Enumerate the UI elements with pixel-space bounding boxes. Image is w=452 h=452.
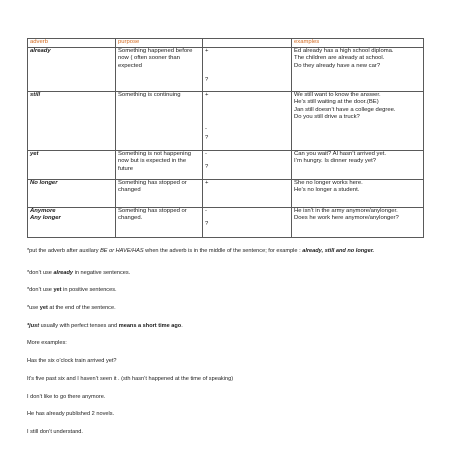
table-row xyxy=(28,150,424,179)
example-sentence: He isn’t in the army anymore/anylonger. xyxy=(294,207,398,214)
purpose-cell: Something has stopped or changed xyxy=(116,179,203,207)
example-sentence: He’s no longer a student. xyxy=(294,187,360,194)
sign-mark: - xyxy=(205,126,207,133)
header-adverb: adverb xyxy=(28,39,116,48)
adverb-cell: No longer xyxy=(28,179,116,207)
note-text: at the end of the sentence. xyxy=(47,305,116,311)
examples-cell xyxy=(292,179,424,207)
example-sentence: Can you wait? Al hasn’t arrived yet. xyxy=(294,150,387,157)
sign-mark: + xyxy=(205,91,209,98)
note-emphasis: already, still and no longer. xyxy=(302,248,375,254)
sign-mark: ? xyxy=(205,221,209,228)
sign-mark: + xyxy=(205,179,209,186)
note-text: usually with perfect tenses and xyxy=(39,323,119,329)
note-yet-positive xyxy=(27,287,117,294)
example-line: Has the six o’clock train arrived yet? xyxy=(27,358,117,364)
adverb-cell: already xyxy=(28,47,116,91)
header-purpose: purpose xyxy=(116,39,203,48)
examples-cell xyxy=(292,47,424,91)
sign-mark: + xyxy=(205,47,209,54)
note-emphasis: means a short time ago xyxy=(118,323,182,329)
note-emphasis: yet xyxy=(53,287,62,293)
adverb-table xyxy=(27,38,424,238)
adverb-cell xyxy=(28,207,116,237)
sign-mark: ? xyxy=(205,164,209,171)
example-sentence: Do you still drive a truck? xyxy=(294,114,360,121)
note-text: in negative sentences. xyxy=(73,270,131,276)
note-text: . xyxy=(181,323,183,329)
table-row xyxy=(28,179,424,207)
sign-cell xyxy=(203,47,292,91)
header-sign xyxy=(203,39,292,48)
purpose-cell: Something has stopped or changed. xyxy=(116,207,203,237)
example-sentence: Do they already have a new car? xyxy=(294,62,381,69)
note-emphasis: already xyxy=(53,270,74,276)
table-row xyxy=(28,47,424,91)
note-text: *don’t use xyxy=(27,287,54,293)
sign-mark: ? xyxy=(205,134,209,141)
sign-cell xyxy=(203,150,292,179)
adverb-cell: still xyxy=(28,91,116,150)
note-emphasis: yet xyxy=(39,305,48,311)
note-text: in positive sentences. xyxy=(61,287,117,293)
note-just xyxy=(27,323,183,330)
header-examples: examples xyxy=(292,39,424,48)
example-sentence: Ed already has a high school diploma. xyxy=(294,47,394,54)
example-sentence: We still want to know the answer. xyxy=(294,91,381,98)
note-emphasis: BE or HAVE/HAS xyxy=(100,248,144,254)
sign-cell xyxy=(203,179,292,207)
table-row xyxy=(28,207,424,237)
sign-mark: - xyxy=(205,207,207,214)
note-emphasis: *just xyxy=(27,323,40,329)
example-line: I still don’t understand. xyxy=(27,429,83,435)
more-examples-heading: More examples: xyxy=(27,340,67,346)
note-text: when the adverb is in the middle of the sentence; for example : xyxy=(143,248,303,254)
example-sentence: The children are already at school. xyxy=(294,55,385,62)
adverb-cell: yet xyxy=(28,150,116,179)
sign-cell xyxy=(203,207,292,237)
note-text: *use xyxy=(27,305,40,311)
sign-mark: ? xyxy=(205,77,209,84)
examples-cell xyxy=(292,207,424,237)
example-line: He has already published 2 novels. xyxy=(27,411,115,417)
adverb-anymore: Anymore xyxy=(30,207,56,214)
example-sentence: I’m hungry. Is dinner ready yet? xyxy=(294,158,377,165)
example-line: It’s five past six and I haven’t seen it . (sth hasn’t happened at the time of speaking) xyxy=(27,376,234,382)
example-sentence: Does he work here anymore/anylonger? xyxy=(294,215,399,222)
example-sentence: He’s still waiting at the door.(BE) xyxy=(294,99,379,106)
purpose-cell: Something happened before now ( often sooner than expected xyxy=(116,47,203,91)
note-text: *put the adverb after auxilary xyxy=(27,248,101,254)
note-auxiliary xyxy=(27,248,425,255)
table-header-row xyxy=(28,39,424,48)
note-text: *don’t use xyxy=(27,270,54,276)
example-line: I don’t like to go there anymore. xyxy=(27,394,106,400)
sign-cell xyxy=(203,91,292,150)
note-already xyxy=(27,270,130,277)
example-sentence: Jan still doesn’t have a college degree. xyxy=(294,106,396,113)
purpose-cell: Something is continuing xyxy=(116,91,203,150)
purpose-cell: Something is not happening now but is expected in the future xyxy=(116,150,203,179)
note-yet-end xyxy=(27,305,116,312)
sign-mark: - xyxy=(205,150,207,157)
adverb-any-longer: Any longer xyxy=(30,215,61,222)
example-sentence: She no longer works here. xyxy=(294,179,363,186)
examples-cell xyxy=(292,91,424,150)
examples-cell xyxy=(292,150,424,179)
table-row xyxy=(28,91,424,150)
